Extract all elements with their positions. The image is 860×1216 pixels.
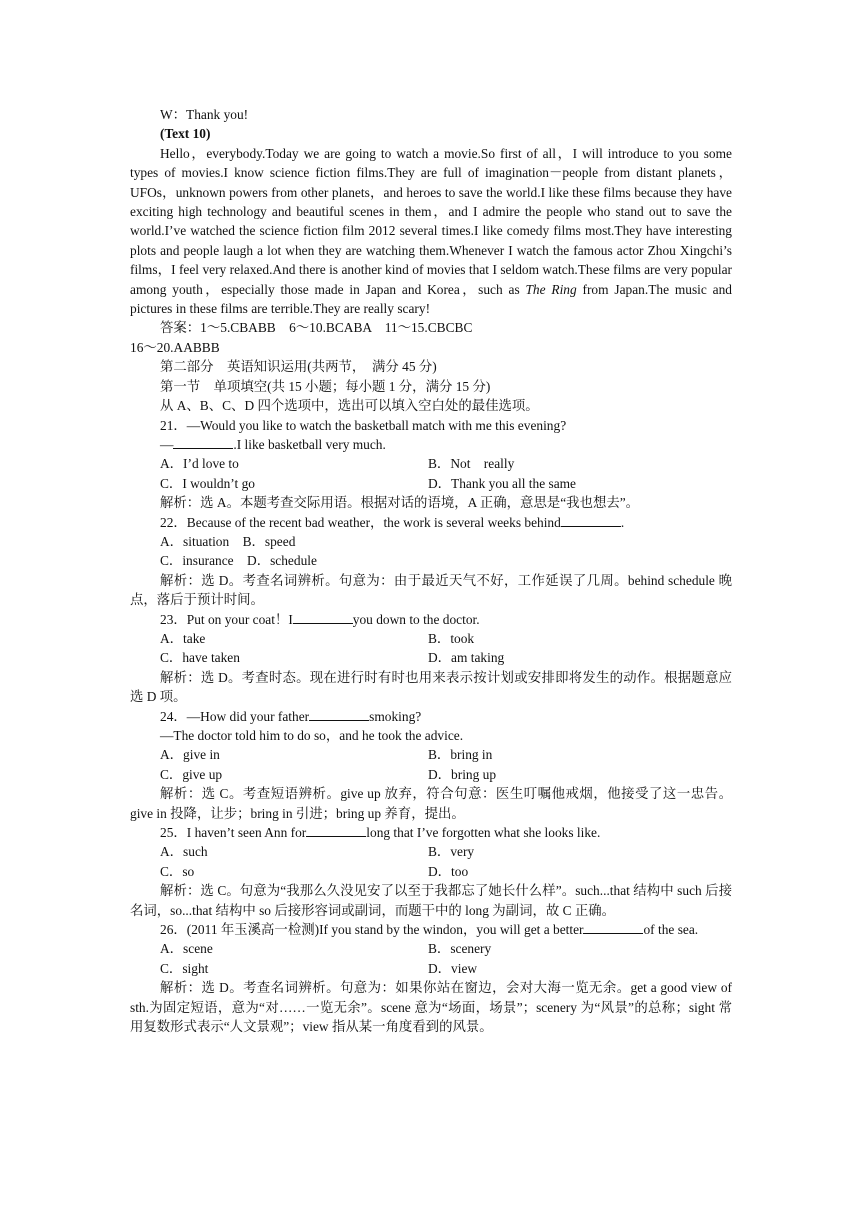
text10-part1: Hello，everybody.Today we are going to watch a movie.So first of all，I will introduce to you some types of movies.I know science fiction films.They are full of imagination－people from distant planets，UFOs，unknown powers from other planets，and heroes to save the world.I like these films because they have exciting high technology and beautiful scenes in them，and I admire the people who stand out to save the world.I’ve watched the science fiction film 2012 several times.I like comedy films most.They have interesting plots and people laugh a lot when they are watching them.Whenever I watch the famous actor Zhou Xingchi’s films，I feel very relaxed.And there is another kind of movies that I seldom watch.These films are very popular among youth，especially those made in Japan and Korea，such as [130, 145, 732, 297]
option-d: D．Thank you all the same [428, 475, 577, 491]
document-page [130, 105, 732, 1037]
text10-part2: from Japan.The music and pictures in these films are terrible.They are really scary! [130, 281, 732, 317]
stem-tail: of the sea. [643, 922, 699, 938]
stem-head: 26．(2011 年玉溪高一检测)If you stand by the windon，you will get a better [160, 922, 584, 938]
text9-tail: W：Thank you! [160, 107, 249, 122]
option-c: C．give up [160, 766, 223, 782]
option-d: D．bring up [428, 766, 497, 782]
option-d: D．view [428, 960, 478, 976]
options-row [130, 842, 732, 861]
analysis: 解析：选 D。考查名词辨析。句意为：如果你站在窗边，会对大海一览无余。get a good view of sth.为固定短语，意为“对……一览无余”。scene 意为“场面，场景”；scenery 为“风景”的总称；sight 常用复数形式表示“人文景观”；view 指从某一角度看到的风景。 [130, 980, 732, 1035]
option-d: D．am taking [428, 650, 505, 666]
answer-blank [583, 921, 643, 934]
question-26 [130, 920, 732, 1036]
analysis: 解析：选 C。句意为“我那么久没见安了以至于我都忘了她长什么样”。such...that 结构中 such 后接名词，so...that 结构中 so 后接形容词或副词，而题干中的 long 为副词，故 C 正确。 [130, 883, 732, 918]
option-a: A．scene [160, 941, 213, 957]
stem-tail: you down to the doctor. [352, 611, 480, 627]
question-22 [130, 513, 732, 610]
question-stem [130, 513, 732, 532]
stem-tail: long that I’ve forgotten what she looks like. [366, 825, 601, 841]
options-row [130, 939, 732, 958]
option-c: C．so [160, 863, 195, 879]
options-line: A．situation B．speed [160, 533, 296, 549]
instruction: 从 A、B、C、D 四个选项中，选出可以填入空白处的最佳选项。 [160, 398, 539, 414]
question-stem [130, 610, 732, 629]
answer-blank [309, 708, 369, 721]
answers-line-1: 答案：1～5.CBABB 6～10.BCABA 11～15.CBCBC [160, 320, 473, 336]
option-a: A．such [160, 844, 208, 860]
stem-head: 22．Because of the recent bad weather，the work is several weeks behind [160, 514, 561, 530]
question-23 [130, 610, 732, 707]
option-c: C．have taken [160, 650, 240, 666]
analysis: 解析：选 D。考查时态。现在进行时有时也用来表示按计划或安排即将发生的动作。根据题意应选 D 项。 [130, 669, 732, 705]
answer-blank [306, 824, 366, 837]
stem-head: 24．—How did your father [160, 708, 310, 724]
text10-passage [130, 144, 732, 319]
question-21 [130, 416, 732, 513]
section1-heading: 第一节 单项填空(共 15 小题；每小题 1 分，满分 15 分) [160, 378, 491, 394]
question-stem [130, 707, 732, 726]
stem-head: 23．Put on your coat！I [160, 611, 293, 627]
option-a: A．give in [160, 747, 220, 763]
question-stem [130, 823, 732, 842]
stem-head: 25．I haven’t seen Ann for [160, 825, 307, 841]
options-line: C．insurance D．schedule [160, 553, 317, 569]
dash: — [160, 436, 174, 452]
question-stem-2: —The doctor told him to do so，and he took the advice. [160, 728, 464, 743]
analysis: 解析：选 C。考查短语辨析。give up 放弃，符合句意：医生叮嘱他戒烟，他接受了这一忠告。give in 投降，让步；bring in 引进；bring up 养育，提出。 [130, 786, 732, 821]
option-b: B．scenery [428, 941, 492, 957]
option-b: B．very [428, 844, 475, 860]
option-c: C．I wouldn’t go [160, 475, 255, 491]
stem-tail: . [620, 514, 625, 530]
options-row [130, 745, 732, 764]
analysis: 解析：选 A。本题考查交际用语。根据对话的语境，A 正确，意思是“我也想去”。 [160, 495, 640, 511]
options-row [130, 629, 732, 648]
option-a: A．take [160, 630, 206, 646]
option-b: B．bring in [428, 747, 493, 763]
answers-line-2: 16～20.AABBB [130, 339, 220, 355]
question-stem: 21．—Would you like to watch the basketball match with me this evening? [160, 417, 567, 433]
part2-heading: 第二部分 英语知识运用(共两节， 满分 45 分) [160, 359, 437, 375]
options-row [130, 765, 732, 784]
film-title: The Ring [525, 281, 577, 297]
stem-tail: .I like basketball very much. [233, 436, 386, 452]
analysis: 解析：选 D。考查名词辨析。句意为：由于最近天气不好，工作延误了几周。behind schedule 晚点，落后于预计时间。 [130, 572, 732, 608]
answer-blank [173, 436, 233, 449]
question-24 [130, 707, 732, 823]
answer-blank [293, 611, 353, 624]
question-stem [130, 920, 732, 939]
question-25 [130, 823, 732, 920]
options-row [130, 648, 732, 667]
options-row [130, 454, 732, 473]
answer-blank [561, 514, 621, 527]
question-stem-2 [130, 435, 732, 454]
option-b: B．Not really [428, 456, 515, 472]
options-row [130, 959, 732, 978]
options-row [130, 862, 732, 881]
stem-tail: smoking? [369, 708, 422, 724]
option-a: A．I’d love to [160, 456, 239, 472]
options-row [130, 474, 732, 493]
option-b: B．took [428, 630, 475, 646]
option-c: C．sight [160, 960, 209, 976]
option-d: D．too [428, 863, 469, 879]
text10-label: (Text 10) [160, 126, 211, 142]
